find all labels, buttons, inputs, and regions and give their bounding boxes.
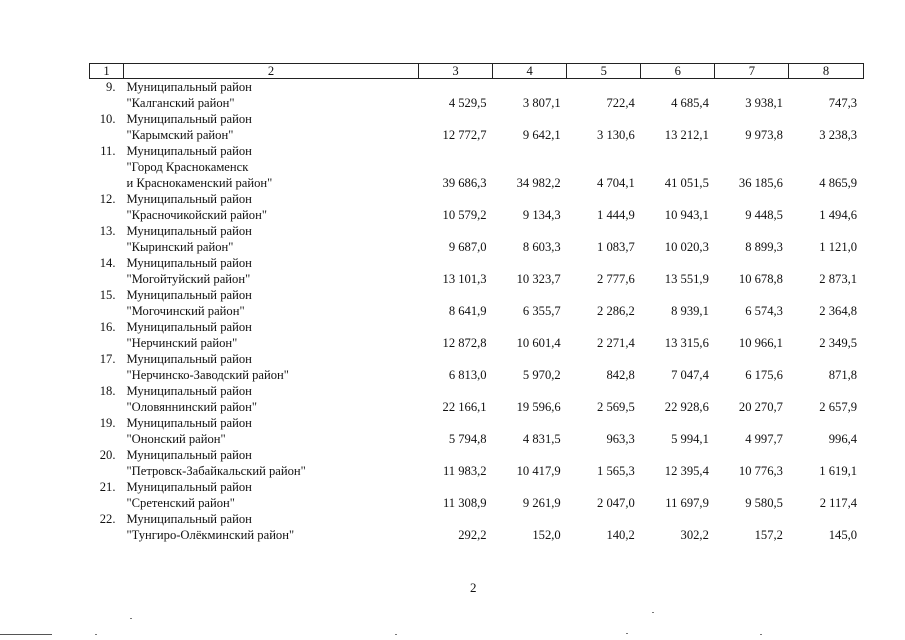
value-col-3 [419, 223, 493, 239]
table-row [90, 239, 864, 255]
value-col-6: 10 943,1 [664, 208, 709, 222]
value-col-6: 5 994,1 [671, 432, 709, 446]
row-index: 14. [99, 256, 116, 270]
column-number-5: 5 [567, 64, 641, 79]
value-col-3: 4 529,5 [448, 96, 487, 110]
district-type-label: Муниципальный район [126, 384, 252, 398]
value-col-7: 6 175,6 [745, 368, 783, 382]
scan-speck [760, 634, 762, 635]
value-col-7 [715, 143, 789, 159]
value-col-8: 1 494,6 [819, 208, 858, 222]
value-col-5: 842,8 [606, 368, 635, 382]
value-col-7 [715, 319, 789, 335]
table-row [90, 415, 864, 431]
value-col-4: 5 970,2 [522, 368, 561, 382]
value-col-5 [567, 111, 641, 127]
value-col-8: 2 364,8 [819, 304, 858, 318]
value-col-8: 3 238,3 [819, 128, 858, 142]
value-col-8 [789, 159, 863, 175]
value-col-6 [641, 479, 715, 495]
table-row [90, 479, 864, 495]
value-col-8 [789, 351, 863, 367]
value-col-7 [715, 159, 789, 175]
value-col-5 [567, 511, 641, 527]
value-col-4 [493, 79, 567, 96]
column-number-4: 4 [493, 64, 567, 79]
value-col-3 [419, 319, 493, 335]
value-col-6 [641, 415, 715, 431]
row-index: 12. [99, 192, 116, 206]
value-col-6: 8 939,1 [671, 304, 709, 318]
value-col-8 [789, 511, 863, 527]
value-col-7 [715, 111, 789, 127]
row-index: 15. [99, 288, 116, 302]
district-name-label: "Нерчинский район" [126, 336, 238, 350]
column-number-2: 2 [124, 64, 419, 79]
value-col-4 [493, 223, 567, 239]
value-col-3 [419, 511, 493, 527]
value-col-5 [567, 287, 641, 303]
value-col-4 [493, 319, 567, 335]
value-col-6 [641, 319, 715, 335]
value-col-6: 11 697,9 [665, 496, 709, 510]
value-col-7 [715, 255, 789, 271]
page-number: 2 [470, 580, 477, 595]
row-index [90, 463, 124, 479]
value-col-4 [493, 191, 567, 207]
value-col-7 [715, 351, 789, 367]
value-col-8: 145,0 [828, 528, 858, 542]
value-col-6 [641, 511, 715, 527]
value-col-6: 4 685,4 [671, 96, 709, 110]
value-col-7: 9 580,5 [745, 496, 783, 510]
value-col-5 [567, 447, 641, 463]
table-row [90, 191, 864, 207]
district-name-label: "Могочинский район" [126, 304, 245, 318]
district-type-label: Муниципальный район [126, 320, 252, 334]
value-col-8: 996,4 [828, 432, 858, 446]
district-type-label: Муниципальный район [126, 352, 252, 366]
value-col-7 [715, 287, 789, 303]
value-col-7 [715, 191, 789, 207]
value-col-3 [419, 159, 493, 175]
value-col-5: 1 083,7 [597, 240, 635, 254]
district-name-label: "Ононский район" [126, 432, 226, 446]
row-index [90, 207, 124, 223]
district-type-label: Муниципальный район [126, 288, 252, 302]
district-name-label: "Красночикойский район" [126, 208, 267, 222]
row-index [90, 495, 124, 511]
value-col-3: 6 813,0 [448, 368, 487, 382]
value-col-4 [493, 159, 567, 175]
row-index [90, 335, 124, 351]
district-name-label: "Могойтуйский район" [126, 272, 251, 286]
value-col-8 [789, 223, 863, 239]
district-name-label: "Тунгиро-Олёкминский район" [126, 528, 295, 542]
row-index [90, 527, 124, 543]
value-col-5 [567, 159, 641, 175]
value-col-3 [419, 191, 493, 207]
value-col-6: 13 315,6 [664, 336, 709, 350]
value-col-5: 1 444,9 [597, 208, 635, 222]
value-col-3: 12 872,8 [442, 336, 487, 350]
value-col-7: 10 776,3 [738, 464, 783, 478]
table-row [90, 383, 864, 399]
value-col-7 [715, 415, 789, 431]
row-index: 16. [99, 320, 116, 334]
value-col-4 [493, 511, 567, 527]
value-col-8 [789, 191, 863, 207]
value-col-4: 19 596,6 [516, 400, 561, 414]
value-col-6: 12 395,4 [664, 464, 709, 478]
row-index [90, 303, 124, 319]
value-col-6 [641, 447, 715, 463]
scan-speck [652, 612, 654, 613]
value-col-8: 2 349,5 [819, 336, 858, 350]
row-index: 20. [99, 448, 116, 462]
district-type-label: Муниципальный район [126, 448, 252, 462]
value-col-6 [641, 223, 715, 239]
value-col-6 [641, 255, 715, 271]
value-col-3: 11 983,2 [442, 464, 487, 478]
value-col-5 [567, 415, 641, 431]
value-col-6: 302,2 [680, 528, 709, 542]
value-col-6: 13 551,9 [664, 272, 709, 286]
value-col-5: 2 286,2 [597, 304, 635, 318]
district-type-label: Муниципальный район [126, 224, 252, 238]
table-row [90, 431, 864, 447]
table-row [90, 111, 864, 127]
row-index [90, 271, 124, 287]
value-col-4: 6 355,7 [522, 304, 561, 318]
table-row [90, 367, 864, 383]
value-col-8: 2 657,9 [819, 400, 858, 414]
value-col-8 [789, 319, 863, 335]
value-col-8 [789, 447, 863, 463]
value-col-8: 747,3 [828, 96, 858, 110]
row-index: 19. [99, 416, 116, 430]
value-col-7 [715, 511, 789, 527]
row-index [90, 399, 124, 415]
table-row [90, 511, 864, 527]
value-col-6 [641, 351, 715, 367]
value-col-3: 39 686,3 [442, 176, 487, 190]
scan-speck [626, 633, 628, 634]
value-col-5: 2 777,6 [597, 272, 635, 286]
value-col-7 [715, 223, 789, 239]
value-col-3: 5 794,8 [448, 432, 487, 446]
value-col-4: 34 982,2 [516, 176, 561, 190]
value-col-4: 9 261,9 [522, 496, 561, 510]
value-col-8: 1 121,0 [819, 240, 858, 254]
value-col-6: 7 047,4 [671, 368, 709, 382]
table-row [90, 447, 864, 463]
budget-table [89, 63, 864, 543]
column-number-7: 7 [715, 64, 789, 79]
row-index: 13. [99, 224, 116, 238]
table-row [90, 287, 864, 303]
value-col-5 [567, 223, 641, 239]
district-name-label: "Кыринский район" [126, 240, 234, 254]
value-col-5 [567, 79, 641, 96]
value-col-4: 9 134,3 [522, 208, 561, 222]
value-col-8: 2 117,4 [819, 496, 858, 510]
value-col-7: 9 448,5 [745, 208, 783, 222]
value-col-6 [641, 79, 715, 96]
value-col-8 [789, 479, 863, 495]
value-col-3: 12 772,7 [442, 128, 487, 142]
table-body [90, 79, 864, 544]
value-col-4 [493, 447, 567, 463]
value-col-8: 871,8 [828, 368, 858, 382]
district-name-label: "Сретенский район" [126, 496, 235, 510]
value-col-6 [641, 143, 715, 159]
value-col-4: 10 323,7 [516, 272, 561, 286]
value-col-3 [419, 383, 493, 399]
value-col-5 [567, 319, 641, 335]
scan-speck [395, 634, 397, 635]
value-col-8 [789, 143, 863, 159]
row-index: 17. [99, 352, 116, 366]
value-col-5 [567, 351, 641, 367]
value-col-4 [493, 479, 567, 495]
value-col-5 [567, 143, 641, 159]
table-row [90, 127, 864, 143]
value-col-3: 9 687,0 [448, 240, 487, 254]
row-index: 22. [99, 512, 116, 526]
value-col-7 [715, 79, 789, 96]
value-col-7: 20 270,7 [738, 400, 783, 414]
value-col-3 [419, 79, 493, 96]
value-col-3: 11 308,9 [442, 496, 487, 510]
value-col-3 [419, 143, 493, 159]
row-index: 21. [99, 480, 116, 494]
district-name-label: "Карымский район" [126, 128, 234, 142]
value-col-7: 10 966,1 [738, 336, 783, 350]
value-col-3 [419, 111, 493, 127]
row-index [90, 127, 124, 143]
value-col-5: 4 704,1 [597, 176, 635, 190]
table-row [90, 143, 864, 159]
row-index: 10. [99, 112, 116, 126]
column-number-1: 1 [90, 64, 124, 79]
row-index: 9. [106, 80, 116, 94]
value-col-5: 2 047,0 [597, 496, 635, 510]
value-col-4 [493, 287, 567, 303]
value-col-4: 8 603,3 [522, 240, 561, 254]
row-index [90, 239, 124, 255]
scan-speck [95, 634, 97, 635]
value-col-3: 22 166,1 [442, 400, 487, 414]
value-col-4: 4 831,5 [522, 432, 561, 446]
value-col-4: 9 642,1 [522, 128, 561, 142]
value-col-7 [715, 479, 789, 495]
value-col-3 [419, 479, 493, 495]
table-row [90, 79, 864, 96]
table-row [90, 351, 864, 367]
row-index: 18. [99, 384, 116, 398]
value-col-8: 1 619,1 [819, 464, 858, 478]
value-col-8 [789, 79, 863, 96]
value-col-5 [567, 191, 641, 207]
value-col-4 [493, 351, 567, 367]
row-index [90, 159, 124, 175]
value-col-6 [641, 111, 715, 127]
value-col-7: 9 973,8 [745, 128, 783, 142]
value-col-6: 10 020,3 [664, 240, 709, 254]
value-col-3: 8 641,9 [448, 304, 487, 318]
value-col-3: 10 579,2 [442, 208, 487, 222]
table-row [90, 495, 864, 511]
value-col-5: 140,2 [606, 528, 635, 542]
value-col-7 [715, 447, 789, 463]
value-col-8 [789, 255, 863, 271]
district-type-label: Муниципальный район [126, 80, 252, 94]
value-col-5 [567, 383, 641, 399]
value-col-4: 10 601,4 [516, 336, 561, 350]
value-col-8 [789, 415, 863, 431]
value-col-3 [419, 287, 493, 303]
table-row [90, 527, 864, 543]
value-col-6: 22 928,6 [664, 400, 709, 414]
district-type-label: Муниципальный район [126, 416, 252, 430]
value-col-7: 4 997,7 [745, 432, 783, 446]
value-col-6 [641, 191, 715, 207]
table-row [90, 207, 864, 223]
district-type-label: Муниципальный район [126, 256, 252, 270]
table-row [90, 399, 864, 415]
value-col-3: 292,2 [458, 528, 487, 542]
value-col-5: 2 271,4 [597, 336, 635, 350]
value-col-8: 2 873,1 [819, 272, 858, 286]
value-col-5: 963,3 [606, 432, 635, 446]
value-col-4 [493, 111, 567, 127]
value-col-3 [419, 447, 493, 463]
district-type-label: Муниципальный район [126, 480, 252, 494]
value-col-5: 2 569,5 [597, 400, 635, 414]
value-col-3 [419, 351, 493, 367]
row-index [90, 95, 124, 111]
value-col-8: 4 865,9 [819, 176, 858, 190]
district-type-label: Муниципальный район [126, 112, 252, 126]
value-col-6 [641, 159, 715, 175]
value-col-4: 3 807,1 [522, 96, 561, 110]
value-col-4 [493, 143, 567, 159]
table-row [90, 303, 864, 319]
value-col-3 [419, 415, 493, 431]
district-name-label: "Оловяннинский район" [126, 400, 257, 414]
value-col-8 [789, 287, 863, 303]
value-col-4 [493, 415, 567, 431]
value-col-4: 10 417,9 [516, 464, 561, 478]
district-type-label: Муниципальный район [126, 512, 252, 526]
value-col-7: 36 185,6 [738, 176, 783, 190]
row-index [90, 175, 124, 191]
value-col-3 [419, 255, 493, 271]
value-col-6: 41 051,5 [664, 176, 709, 190]
value-col-4 [493, 255, 567, 271]
value-col-3: 13 101,3 [442, 272, 487, 286]
table-row [90, 255, 864, 271]
value-col-8 [789, 111, 863, 127]
value-col-5: 722,4 [606, 96, 635, 110]
value-col-5: 1 565,3 [597, 464, 635, 478]
value-col-7: 157,2 [754, 528, 783, 542]
value-col-6: 13 212,1 [664, 128, 709, 142]
table-row [90, 95, 864, 111]
district-name-label: "Калганский район" [126, 96, 235, 110]
value-col-7: 8 899,3 [745, 240, 783, 254]
value-col-7: 6 574,3 [745, 304, 783, 318]
district-name-label: "Нерчинско-Заводский район" [126, 368, 289, 382]
district-name-label: "Город Краснокаменск [126, 160, 249, 174]
column-number-8: 8 [789, 64, 863, 79]
value-col-7: 10 678,8 [738, 272, 783, 286]
row-index [90, 431, 124, 447]
table-row [90, 271, 864, 287]
value-col-4: 152,0 [532, 528, 561, 542]
scan-speck [130, 618, 132, 619]
value-col-7: 3 938,1 [745, 96, 783, 110]
row-index: 11. [100, 144, 116, 158]
table-row [90, 319, 864, 335]
column-number-3: 3 [419, 64, 493, 79]
value-col-6 [641, 383, 715, 399]
district-name-label: "Петровск-Забайкальский район" [126, 464, 306, 478]
table-row [90, 463, 864, 479]
table-row [90, 335, 864, 351]
value-col-7 [715, 383, 789, 399]
scan-edge-line [0, 634, 52, 635]
table-row [90, 175, 864, 191]
table-row [90, 159, 864, 175]
value-col-5 [567, 255, 641, 271]
table-row [90, 223, 864, 239]
value-col-5 [567, 479, 641, 495]
value-col-5: 3 130,6 [597, 128, 635, 142]
value-col-6 [641, 287, 715, 303]
column-number-header-row [90, 64, 864, 79]
value-col-8 [789, 383, 863, 399]
column-number-6: 6 [641, 64, 715, 79]
district-name-label: и Краснокаменский район" [126, 176, 273, 190]
value-col-4 [493, 383, 567, 399]
row-index [90, 367, 124, 383]
district-type-label: Муниципальный район [126, 192, 252, 206]
district-type-label: Муниципальный район [126, 144, 252, 158]
